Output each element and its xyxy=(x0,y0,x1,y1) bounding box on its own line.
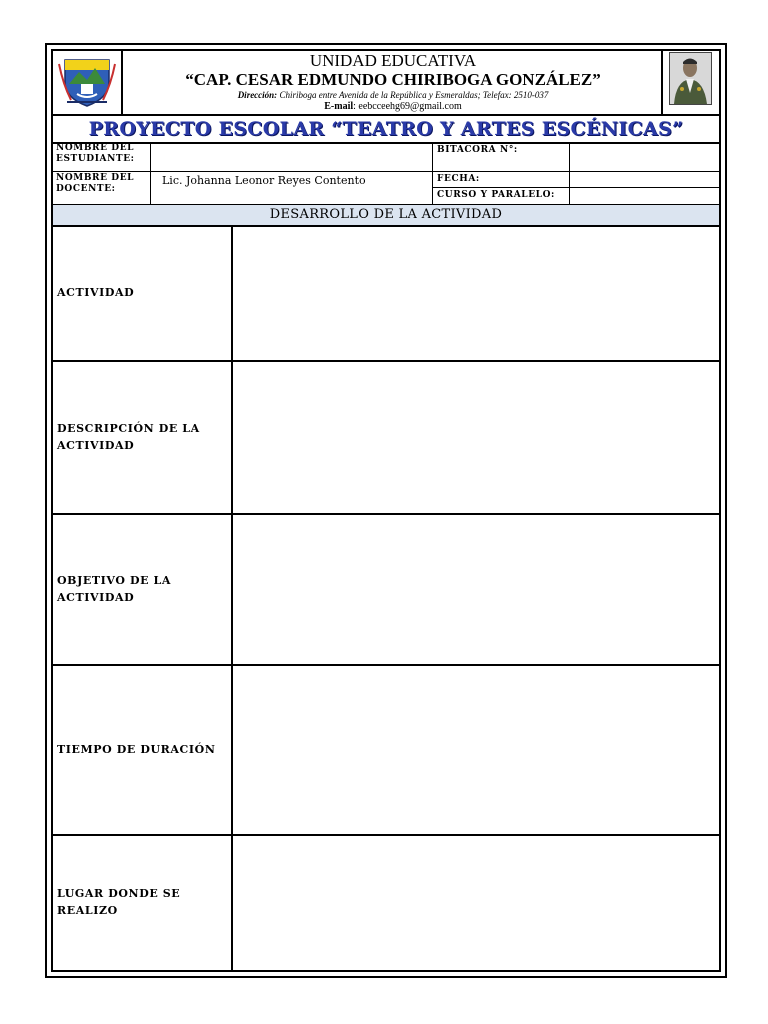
lugar-field[interactable] xyxy=(235,838,717,968)
email-line xyxy=(125,101,661,113)
info-divider-2 xyxy=(432,143,433,205)
school-name: UNIDAD EDUCATIVA xyxy=(309,51,477,70)
course-label: CURSO Y PARALELO: xyxy=(437,190,555,200)
band-bottom-rule xyxy=(53,225,719,227)
date-label: FECHA: xyxy=(437,174,480,184)
row-label-tiempo: TIEMPO DE DURACIÓN xyxy=(57,743,216,756)
project-title: PROYECTO ESCOLAR “TEATRO Y ARTES ESCÉNICAS” xyxy=(88,118,684,140)
teacher-name-field[interactable]: Lic. Johanna Leonor Reyes Contento xyxy=(162,174,366,187)
objetivo-field[interactable] xyxy=(235,517,717,662)
address-text: Chiriboga entre Avenida de la República y Esmeraldas; Telefax: 2510-037 xyxy=(277,90,549,100)
portrait-photo xyxy=(669,52,712,105)
activity-row-rule-4 xyxy=(53,834,719,836)
school-crest-icon xyxy=(57,54,117,110)
address-line xyxy=(125,90,661,101)
row-label-lugar: LUGAR DONDE SE REALIZO xyxy=(57,887,181,917)
date-field[interactable] xyxy=(573,173,715,187)
info-divider-3 xyxy=(569,143,570,205)
activity-row-rule-3 xyxy=(53,664,719,666)
info-divider-1 xyxy=(150,143,151,205)
activity-row-rule-2 xyxy=(53,513,719,515)
header-divider-left xyxy=(121,51,123,115)
bitacora-field[interactable] xyxy=(573,146,715,168)
header-divider-right xyxy=(661,51,663,115)
row-label-descripcion: DESCRIPCIÓN DE LA ACTIVIDAD xyxy=(57,422,200,452)
student-name-label: NOMBRE DEL ESTUDIANTE: xyxy=(56,143,135,164)
address-label: Dirección: xyxy=(237,90,278,100)
teacher-name-label: NOMBRE DEL DOCENTE: xyxy=(56,173,135,194)
row-label-objetivo: OBJETIVO DE LA ACTIVIDAD xyxy=(57,574,171,604)
title-bottom-rule xyxy=(53,142,719,144)
bitacora-label: BITACORA N°: xyxy=(437,145,518,155)
school-title: “CAP. CESAR EDMUNDO CHIRIBOGA GONZÁLEZ” xyxy=(185,70,601,89)
course-field[interactable] xyxy=(573,189,715,203)
descripcion-field[interactable] xyxy=(235,364,717,511)
student-name-field[interactable] xyxy=(156,146,426,168)
info-row-rule-2 xyxy=(432,187,719,188)
activity-column-divider xyxy=(231,227,233,970)
info-row-rule-1 xyxy=(53,171,719,172)
activity-row-rule-1 xyxy=(53,360,719,362)
email-text: : eebcceehg69@gmail.com xyxy=(353,101,462,112)
tiempo-field[interactable] xyxy=(235,668,717,832)
section-title: DESARROLLO DE LA ACTIVIDAD xyxy=(53,205,719,225)
row-label-actividad: ACTIVIDAD xyxy=(57,286,135,299)
actividad-field[interactable] xyxy=(235,229,717,358)
email-label: E-mail xyxy=(324,101,354,112)
